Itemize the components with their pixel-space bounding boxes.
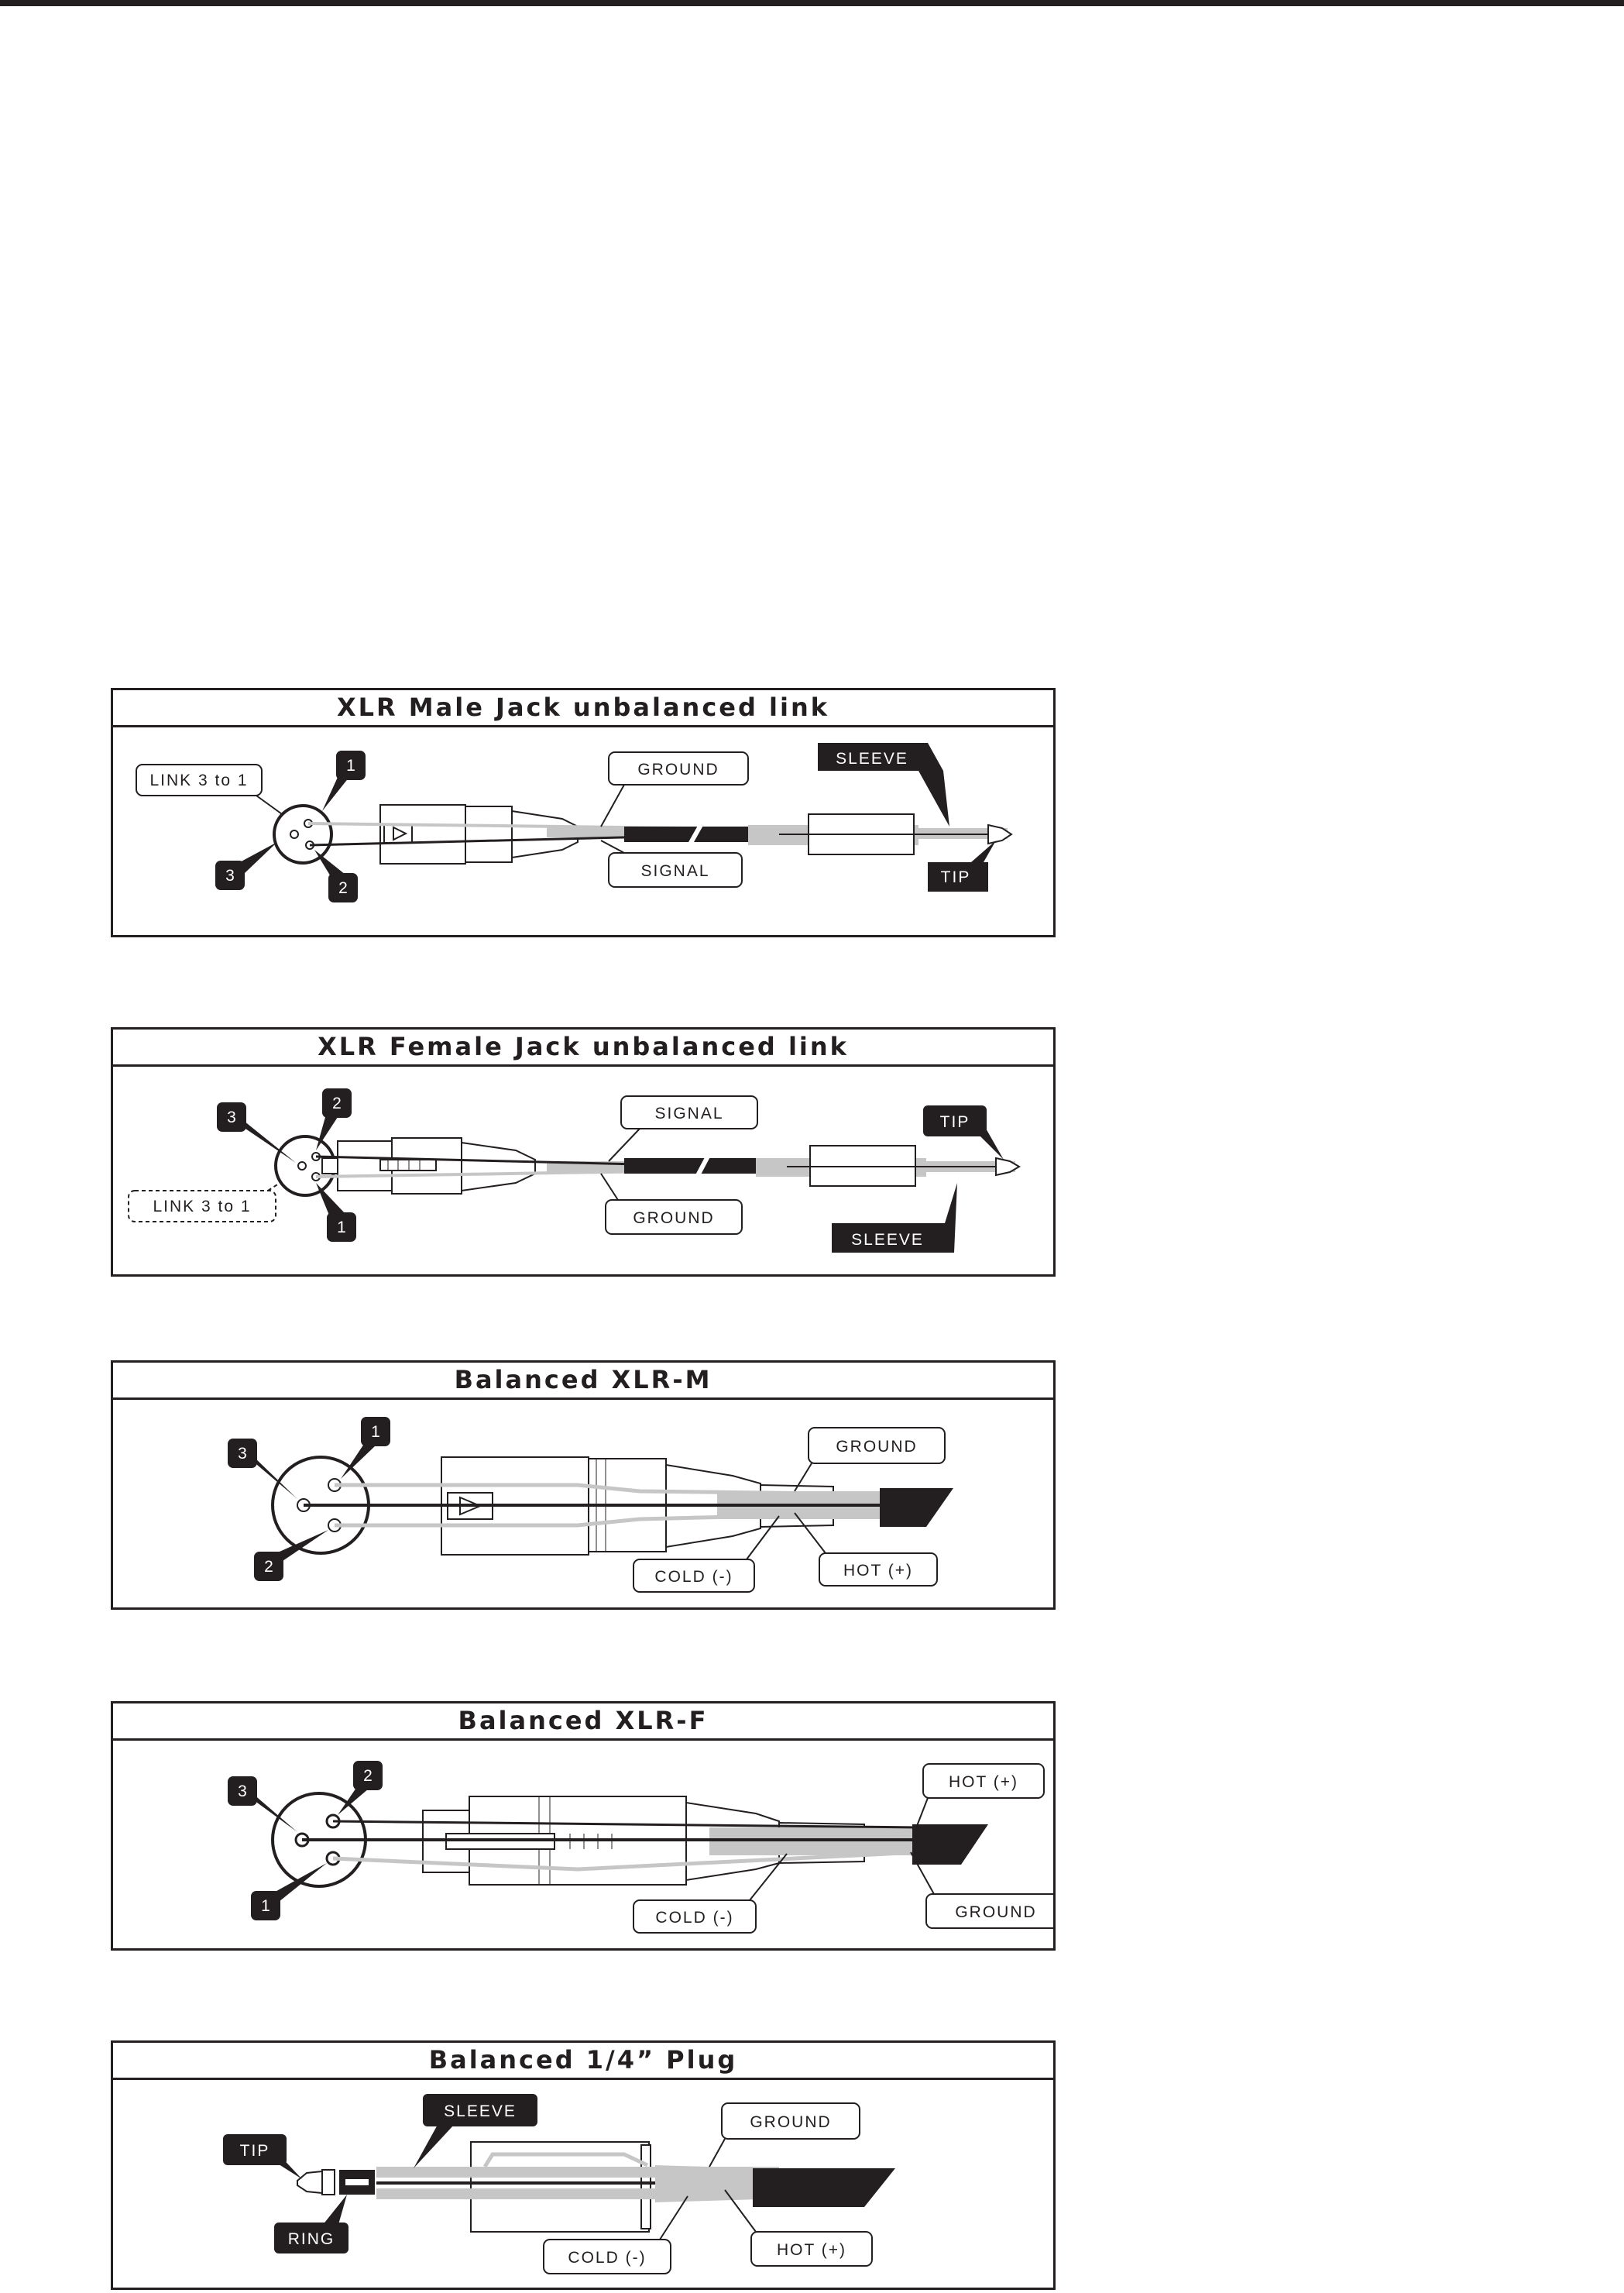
cable: [304, 1485, 953, 1527]
xlr-female-unbalanced-diagram: [113, 1067, 1053, 1274]
pin-3-marker: [217, 1102, 296, 1163]
svg-text:1: 1: [261, 1897, 270, 1915]
svg-text:GROUND: GROUND: [836, 1438, 918, 1456]
ring-label: [274, 2195, 348, 2253]
svg-text:2: 2: [264, 1558, 273, 1576]
svg-text:GROUND: GROUND: [750, 2113, 832, 2131]
top-rule: [0, 0, 1624, 6]
ground-label: [601, 752, 748, 827]
pin-3-marker: [228, 1439, 297, 1499]
svg-text:COLD (-): COLD (-): [655, 1909, 734, 1927]
tip-label: [928, 841, 996, 892]
svg-text:TIP: TIP: [239, 2142, 270, 2160]
svg-text:LINK 3 to 1: LINK 3 to 1: [153, 1198, 252, 1215]
signal-label: [601, 841, 742, 887]
panel-title: Balanced XLR-F: [113, 1703, 1053, 1741]
ground-label: [709, 2103, 860, 2167]
pin-2-marker: [338, 1761, 383, 1815]
svg-text:COLD (-): COLD (-): [568, 2249, 647, 2267]
panel-title: XLR Male Jack unbalanced link: [113, 690, 1053, 727]
panel-xlr-female-unbalanced: [111, 1027, 1056, 1277]
svg-text:3: 3: [238, 1782, 247, 1800]
svg-text:1: 1: [371, 1423, 380, 1441]
panel-balanced-xlr-f: [111, 1701, 1056, 1951]
pin-2-marker: [314, 850, 358, 902]
svg-text:SLEEVE: SLEEVE: [851, 1231, 924, 1249]
svg-text:LINK 3 to 1: LINK 3 to 1: [149, 772, 249, 789]
svg-text:1: 1: [337, 1219, 346, 1236]
svg-text:SLEEVE: SLEEVE: [836, 750, 908, 768]
link-label: [136, 765, 293, 822]
ground-label: [795, 1428, 945, 1491]
svg-text:GROUND: GROUND: [955, 1903, 1037, 1921]
panel-title: Balanced 1/4” Plug: [113, 2043, 1053, 2080]
svg-text:3: 3: [238, 1445, 247, 1463]
svg-text:SLEEVE: SLEEVE: [444, 2102, 517, 2120]
svg-text:2: 2: [363, 1767, 373, 1785]
balanced-quarter-inch-plug-diagram: [113, 2080, 1053, 2288]
pin-1-marker: [322, 751, 366, 811]
hot-label: [917, 1764, 1044, 1826]
svg-text:TIP: TIP: [940, 868, 971, 886]
tip-label: [923, 1105, 1004, 1160]
svg-text:TIP: TIP: [939, 1113, 970, 1131]
svg-text:3: 3: [227, 1109, 236, 1126]
svg-text:SIGNAL: SIGNAL: [654, 1105, 724, 1122]
svg-text:HOT (+): HOT (+): [948, 1773, 1019, 1791]
svg-text:GROUND: GROUND: [637, 761, 719, 779]
balanced-xlr-f-diagram: [113, 1741, 1053, 1948]
svg-text:GROUND: GROUND: [633, 1209, 715, 1227]
svg-text:2: 2: [332, 1095, 342, 1112]
xlr-female-connector: [276, 1136, 535, 1195]
panel-balanced-quarter-inch-plug: [111, 2040, 1056, 2290]
ground-label: [601, 1174, 742, 1234]
panel-title: Balanced XLR-M: [113, 1363, 1053, 1400]
svg-text:RING: RING: [287, 2230, 335, 2248]
pin-3-marker: [215, 842, 277, 890]
tip-label: [223, 2134, 302, 2179]
svg-text:2: 2: [338, 879, 348, 897]
svg-text:1: 1: [346, 757, 355, 775]
svg-text:HOT (+): HOT (+): [843, 1562, 914, 1580]
pin-1-marker: [316, 1183, 356, 1242]
sleeve-label: [832, 1183, 957, 1253]
svg-text:HOT (+): HOT (+): [776, 2241, 847, 2259]
svg-text:SIGNAL: SIGNAL: [640, 862, 710, 880]
pin-1-marker: [341, 1417, 390, 1479]
balanced-xlr-m-diagram: [113, 1400, 1053, 1607]
xlr-male-unbalanced-diagram: [113, 727, 1053, 935]
panel-title: XLR Female Jack unbalanced link: [113, 1030, 1053, 1067]
panel-xlr-male-unbalanced: [111, 688, 1056, 937]
svg-text:COLD (-): COLD (-): [654, 1568, 733, 1586]
svg-text:3: 3: [225, 867, 235, 885]
signal-label: [609, 1096, 757, 1161]
panel-balanced-xlr-m: [111, 1360, 1056, 1610]
